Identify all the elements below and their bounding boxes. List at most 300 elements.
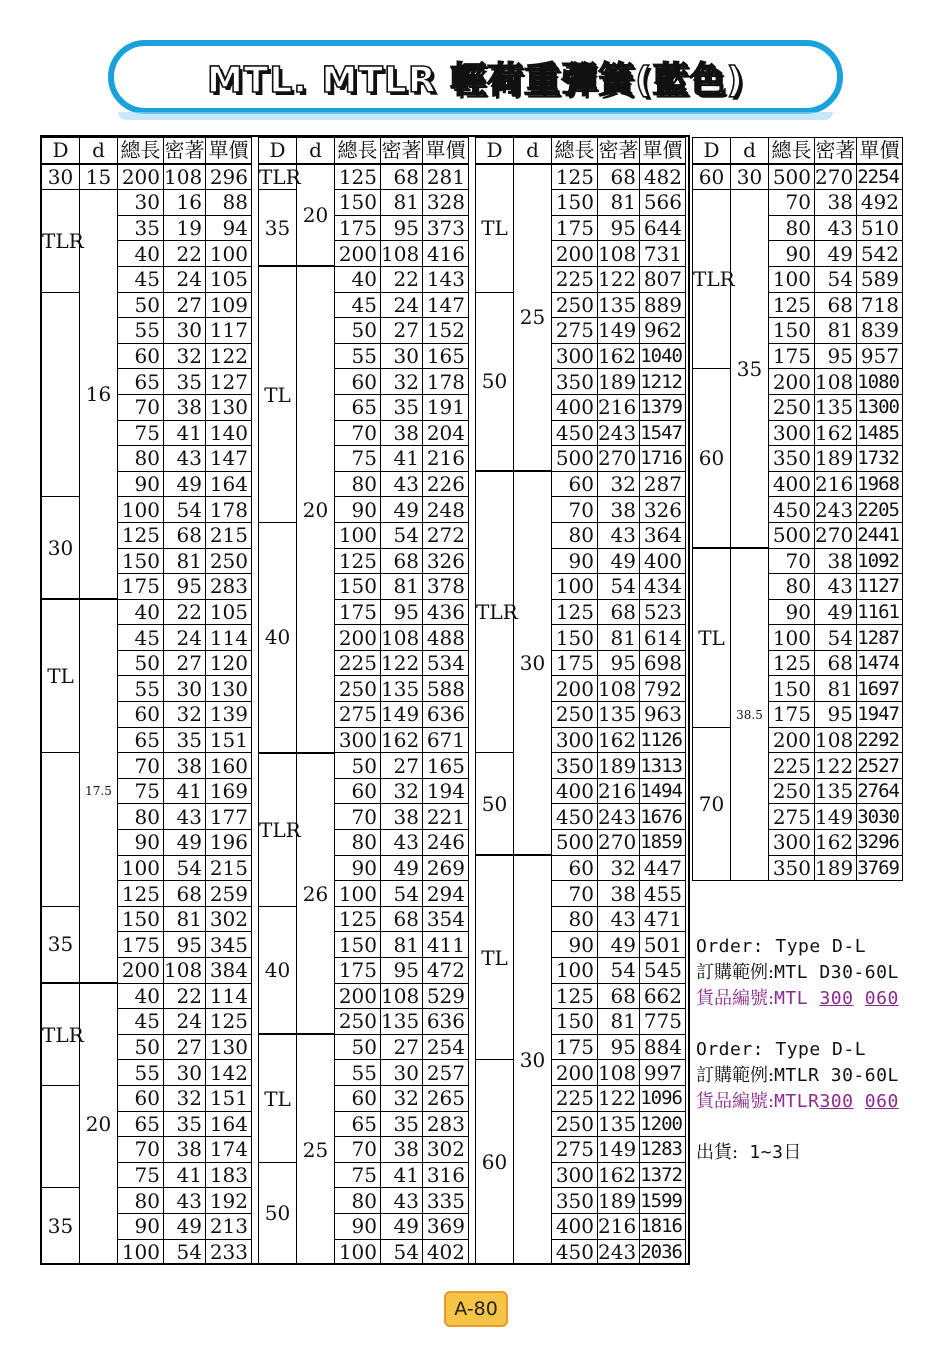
free-length-cell: 70 [335,420,381,446]
solid-height-cell: 32 [381,1085,423,1111]
unit-price-cell: 614 [640,625,686,651]
free-length-cell: 80 [552,906,598,932]
order-example-1: 訂購範例:MTL D30-60L [696,962,899,983]
unit-price-cell: 326 [423,548,469,574]
free-length-cell: 400 [552,1213,598,1239]
solid-height-cell: 27 [381,1034,423,1060]
price-table-block-4 [692,137,903,881]
free-length-cell: 60 [118,702,164,728]
outer-diameter-cell: 40 [259,522,297,752]
free-length-cell: 55 [335,343,381,369]
unit-price-cell: 588 [423,676,469,702]
solid-height-cell: 81 [164,906,206,932]
free-length-cell: 175 [769,702,815,728]
unit-price-cell: 316 [423,1162,469,1188]
unit-price-cell: 534 [423,650,469,676]
solid-height-cell: 30 [381,343,423,369]
free-length-cell: 90 [118,471,164,497]
solid-height-cell: 108 [381,983,423,1009]
free-length-cell: 90 [769,241,815,267]
free-length-cell: 30 [118,190,164,216]
unit-price-cell: 963 [640,702,686,728]
table-row [42,906,252,932]
free-length-cell: 300 [552,1162,598,1188]
unit-price-cell: 221 [423,804,469,830]
free-length-cell: 100 [335,1239,381,1265]
table-row [693,548,903,574]
solid-height-cell: 38 [164,753,206,779]
free-length-cell: 100 [118,497,164,523]
solid-height-cell: 38 [815,190,857,216]
unit-price-cell: 259 [206,881,252,907]
free-length-cell: 400 [552,778,598,804]
table-row [42,1188,252,1214]
header-row [259,138,469,164]
free-length-cell: 40 [118,599,164,625]
solid-height-cell: 22 [164,241,206,267]
solid-height-cell: 24 [381,292,423,318]
unit-price-cell: 165 [423,753,469,779]
solid-height-cell: 41 [164,778,206,804]
free-length-cell: 250 [552,702,598,728]
outer-diameter-cell: 35 [42,906,80,983]
page-number-badge [444,1291,508,1327]
solid-height-cell: 27 [381,753,423,779]
column-header: 單價 [640,138,686,164]
solid-height-cell: 108 [815,727,857,753]
solid-height-cell: 35 [164,369,206,395]
unit-price-cell: 3030 [857,804,903,830]
solid-height-cell: 189 [598,753,640,779]
solid-height-cell: 41 [381,1162,423,1188]
free-length-cell: 225 [552,1085,598,1111]
solid-height-cell: 30 [164,1060,206,1086]
solid-height-cell: 108 [598,676,640,702]
solid-height-cell: 216 [598,1213,640,1239]
table-row [476,292,686,318]
free-length-cell: 175 [335,599,381,625]
table-row [259,906,469,932]
free-length-cell: 80 [118,804,164,830]
unit-price-cell: 88 [206,190,252,216]
unit-price-cell: 1547 [640,420,686,446]
column-header: D [693,138,731,164]
free-length-cell: 100 [118,1239,164,1265]
free-length-cell: 90 [552,548,598,574]
free-length-cell: 70 [335,1137,381,1163]
unit-price-cell: 957 [857,343,903,369]
column-header: 密著 [815,138,856,163]
column-header: d [297,138,335,164]
solid-height-cell: 32 [381,778,423,804]
free-length-cell: 35 [118,215,164,241]
header-row [42,138,252,164]
unit-price-cell: 962 [640,318,686,344]
free-length-cell: 450 [552,1239,598,1265]
solid-height-cell: 49 [381,855,423,881]
solid-height-cell: 32 [598,855,640,881]
free-length-cell: 100 [335,522,381,548]
solid-height-cell: 95 [381,599,423,625]
free-length-cell: 45 [335,292,381,318]
free-length-cell: 70 [552,881,598,907]
unit-price-cell: 283 [206,574,252,600]
unit-price-cell: 566 [640,190,686,216]
outer-diameter-cell: 30 [42,497,80,599]
unit-price-cell: 100 [206,241,252,267]
solid-height-cell: 243 [598,804,640,830]
free-length-cell: 60 [335,1085,381,1111]
wire-diameter-cell: 20 [80,983,118,1265]
solid-height-cell: 149 [381,702,423,728]
unit-price-cell: 434 [640,574,686,600]
solid-height-cell: 108 [381,241,423,267]
free-length-cell: 45 [118,266,164,292]
free-length-cell: 300 [769,420,815,446]
solid-height-cell: 95 [381,215,423,241]
outer-diameter-cell: 70 [693,727,731,881]
outer-diameter-cell: TLR [42,983,80,1085]
unit-price-cell: 3769 [857,855,903,881]
solid-height-cell: 41 [164,420,206,446]
solid-height-cell: 54 [164,855,206,881]
unit-price-cell: 272 [423,522,469,548]
solid-height-cell: 81 [381,574,423,600]
unit-price-cell: 718 [857,292,903,318]
solid-height-cell: 38 [598,497,640,523]
table-row [42,292,252,318]
unit-price-cell: 662 [640,983,686,1009]
solid-height-cell: 35 [381,1111,423,1137]
table-row [693,164,903,190]
unit-price-cell: 250 [206,548,252,574]
solid-height-cell: 162 [598,1162,640,1188]
free-length-cell: 250 [335,1009,381,1035]
unit-price-cell: 884 [640,1034,686,1060]
unit-price-cell: 839 [857,318,903,344]
solid-height-cell: 49 [164,471,206,497]
solid-height-cell: 135 [598,702,640,728]
free-length-cell: 200 [552,676,598,702]
free-length-cell: 400 [769,471,815,497]
unit-price-cell: 636 [423,702,469,728]
outer-diameter-cell [42,292,80,497]
unit-price-cell: 510 [857,215,903,241]
outer-diameter-cell: 60 [693,164,731,190]
solid-height-cell: 22 [381,266,423,292]
wire-diameter-cell: 30 [731,164,769,190]
free-length-cell: 90 [335,855,381,881]
free-length-cell: 80 [118,446,164,472]
unit-price-cell: 105 [206,599,252,625]
solid-height-cell: 162 [815,830,857,856]
unit-price-cell: 545 [640,958,686,984]
outer-diameter-cell: TLR [693,190,731,369]
outer-diameter-cell: TL [42,599,80,753]
unit-price-cell: 139 [206,702,252,728]
free-length-cell: 50 [118,1034,164,1060]
outer-diameter-cell: 50 [476,292,514,471]
solid-height-cell: 108 [381,625,423,651]
free-length-cell: 60 [552,855,598,881]
column-header: 總長 [118,138,164,164]
solid-height-cell: 162 [815,420,857,446]
solid-height-cell: 108 [598,1060,640,1086]
solid-height-cell: 189 [815,855,857,881]
free-length-cell: 200 [552,1060,598,1086]
unit-price-cell: 143 [423,266,469,292]
solid-height-cell: 68 [815,292,857,318]
unit-price-cell: 216 [423,446,469,472]
unit-price-cell: 1040 [640,343,686,369]
free-length-cell: 350 [769,855,815,881]
unit-price-cell: 294 [423,881,469,907]
solid-height-cell: 24 [164,625,206,651]
unit-price-cell: 1092 [857,548,903,574]
wire-diameter-cell: 26 [297,753,335,1035]
unit-price-cell: 127 [206,369,252,395]
free-length-cell: 70 [118,1137,164,1163]
free-length-cell: 50 [118,650,164,676]
order-example-2: 訂購範例:MTLR 30-60L [696,1065,899,1086]
free-length-cell: 275 [335,702,381,728]
free-length-cell: 65 [335,394,381,420]
solid-height-cell: 216 [598,394,640,420]
solid-height-cell: 68 [164,522,206,548]
free-length-cell: 200 [335,241,381,267]
unit-price-cell: 192 [206,1188,252,1214]
unit-price-cell: 196 [206,830,252,856]
unit-price-cell: 2527 [857,753,903,779]
solid-height-cell: 108 [164,958,206,984]
unit-price-cell: 226 [423,471,469,497]
free-length-cell: 65 [118,1111,164,1137]
unit-price-cell: 265 [423,1085,469,1111]
unit-price-cell: 1212 [640,369,686,395]
wire-diameter-cell: 35 [731,190,769,548]
unit-price-cell: 183 [206,1162,252,1188]
free-length-cell: 350 [552,369,598,395]
wire-diameter-cell: 16 [80,190,118,600]
solid-height-cell: 122 [381,650,423,676]
solid-height-cell: 81 [815,676,857,702]
free-length-cell: 60 [118,1085,164,1111]
unit-price-cell: 1080 [857,369,903,395]
solid-height-cell: 216 [598,778,640,804]
solid-height-cell: 38 [815,548,857,574]
unit-price-cell: 402 [423,1239,469,1265]
unit-price-cell: 411 [423,932,469,958]
table-row [259,164,469,190]
solid-height-cell: 135 [815,394,857,420]
solid-height-cell: 95 [381,958,423,984]
solid-height-cell: 162 [598,727,640,753]
solid-height-cell: 32 [164,343,206,369]
solid-height-cell: 122 [598,266,640,292]
free-length-cell: 50 [335,318,381,344]
free-length-cell: 400 [552,394,598,420]
solid-height-cell: 108 [164,164,206,190]
unit-price-cell: 644 [640,215,686,241]
unit-price-cell: 775 [640,1009,686,1035]
solid-height-cell: 43 [815,215,857,241]
solid-height-cell: 68 [381,548,423,574]
free-length-cell: 60 [335,369,381,395]
free-length-cell: 40 [335,266,381,292]
solid-height-cell: 54 [815,625,857,651]
free-length-cell: 60 [552,471,598,497]
wire-diameter-cell: 20 [297,164,335,267]
solid-height-cell: 68 [598,164,640,190]
unit-price-cell: 140 [206,420,252,446]
solid-height-cell: 149 [815,804,857,830]
unit-price-cell: 2205 [857,497,903,523]
unit-price-cell: 194 [423,778,469,804]
solid-height-cell: 68 [598,983,640,1009]
solid-height-cell: 95 [815,702,857,728]
unit-price-cell: 122 [206,343,252,369]
solid-height-cell: 35 [164,727,206,753]
unit-price-cell: 436 [423,599,469,625]
solid-height-cell: 35 [164,1111,206,1137]
solid-height-cell: 135 [381,1009,423,1035]
solid-height-cell: 270 [598,446,640,472]
unit-price-cell: 213 [206,1213,252,1239]
unit-price-cell: 302 [206,906,252,932]
solid-height-cell: 95 [598,215,640,241]
free-length-cell: 275 [552,318,598,344]
unit-price-cell: 257 [423,1060,469,1086]
page-title: MTL. MTLR 輕荷重彈簧(藍色) [206,59,744,101]
free-length-cell: 100 [552,958,598,984]
unit-price-cell: 354 [423,906,469,932]
free-length-cell: 200 [118,164,164,190]
unit-price-cell: 335 [423,1188,469,1214]
free-length-cell: 70 [552,497,598,523]
column-header: 總長 [769,138,815,164]
solid-height-cell: 54 [381,881,423,907]
table-row [42,497,252,523]
unit-price-cell: 542 [857,241,903,267]
outer-diameter-cell [42,1085,80,1187]
solid-height-cell: 24 [164,1009,206,1035]
column-header: 密著 [381,138,422,163]
column-header: d [514,138,552,164]
solid-height-cell: 95 [164,574,206,600]
free-length-cell: 70 [335,804,381,830]
solid-height-cell: 43 [381,1188,423,1214]
free-length-cell: 200 [769,369,815,395]
unit-price-cell: 1732 [857,446,903,472]
free-length-cell: 500 [769,522,815,548]
solid-height-cell: 43 [381,830,423,856]
unit-price-cell: 1697 [857,676,903,702]
free-length-cell: 300 [769,830,815,856]
solid-height-cell: 19 [164,215,206,241]
unit-price-cell: 328 [423,190,469,216]
table-row [693,369,903,395]
solid-height-cell: 49 [815,599,857,625]
unit-price-cell: 384 [206,958,252,984]
solid-height-cell: 135 [815,778,857,804]
unit-price-cell: 169 [206,778,252,804]
table-row [693,190,903,216]
free-length-cell: 60 [118,343,164,369]
free-length-cell: 275 [552,1137,598,1163]
free-length-cell: 40 [118,983,164,1009]
solid-height-cell: 32 [598,471,640,497]
unit-price-cell: 302 [423,1137,469,1163]
column-header: d [731,138,769,164]
unit-price-cell: 151 [206,1085,252,1111]
unit-price-cell: 1372 [640,1162,686,1188]
table-row [476,753,686,779]
free-length-cell: 90 [769,599,815,625]
price-table-block-2 [258,137,469,1265]
solid-height-cell: 54 [164,497,206,523]
unit-price-cell: 2036 [640,1239,686,1265]
column-header: 總長 [335,138,381,164]
shipping-info: 出貨: 1~3日 [696,1142,802,1163]
free-length-cell: 450 [769,497,815,523]
column-header: d [80,138,118,164]
solid-height-cell: 54 [598,574,640,600]
unit-price-cell: 671 [423,727,469,753]
unit-price-cell: 125 [206,1009,252,1035]
unit-price-cell: 378 [423,574,469,600]
table-row [42,1085,252,1111]
table-row [476,1060,686,1086]
free-length-cell: 90 [118,830,164,856]
unit-price-cell: 130 [206,676,252,702]
solid-height-cell: 54 [381,1239,423,1265]
unit-price-cell: 1485 [857,420,903,446]
unit-price-cell: 130 [206,1034,252,1060]
unit-price-cell: 94 [206,215,252,241]
column-header: 單價 [857,138,903,164]
column-header: D [259,138,297,164]
solid-height-cell: 38 [598,881,640,907]
unit-price-cell: 109 [206,292,252,318]
unit-price-cell: 589 [857,266,903,292]
outer-diameter-cell: TLR [42,190,80,292]
free-length-cell: 175 [552,1034,598,1060]
solid-height-cell: 81 [598,1009,640,1035]
unit-price-cell: 471 [640,906,686,932]
free-length-cell: 300 [552,727,598,753]
column-header: 總長 [552,138,598,164]
solid-height-cell: 270 [815,522,857,548]
wire-diameter-cell: 30 [514,855,552,1265]
unit-price-cell: 281 [423,164,469,190]
outer-diameter-cell: TL [259,1034,297,1162]
table-row [42,753,252,779]
unit-price-cell: 174 [206,1137,252,1163]
unit-price-cell: 178 [206,497,252,523]
solid-height-cell: 95 [815,343,857,369]
title-banner [108,40,843,114]
free-length-cell: 70 [769,190,815,216]
solid-height-cell: 43 [381,471,423,497]
free-length-cell: 225 [335,650,381,676]
unit-price-cell: 1127 [857,574,903,600]
solid-height-cell: 243 [598,1239,640,1265]
unit-price-cell: 997 [640,1060,686,1086]
solid-height-cell: 216 [815,471,857,497]
column-header: D [42,138,80,164]
free-length-cell: 175 [335,958,381,984]
solid-height-cell: 149 [598,1137,640,1163]
